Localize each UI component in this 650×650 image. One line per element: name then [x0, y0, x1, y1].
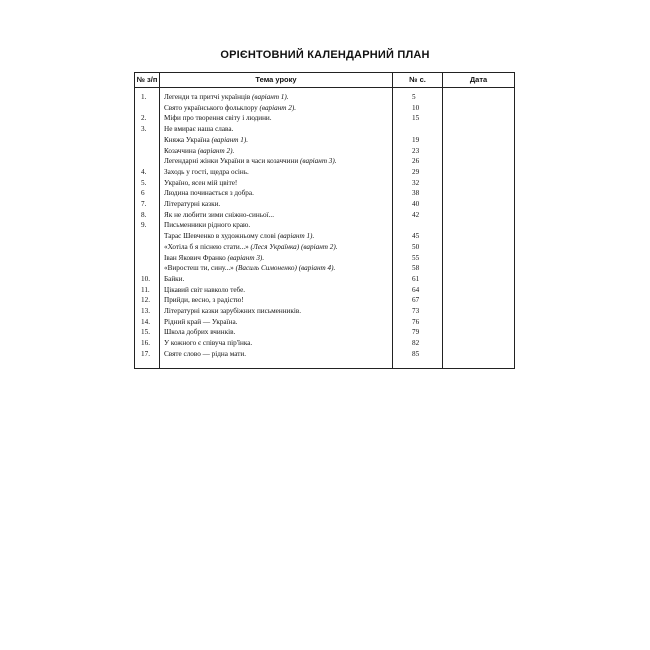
lesson-number-cell: 15. [135, 327, 160, 338]
lesson-topic-cell [160, 124, 393, 135]
date-cell [443, 295, 515, 306]
lesson-topic-cell [160, 88, 393, 103]
lesson-topic-text: Літературні казки. [164, 200, 221, 209]
lesson-number-cell: 9. [135, 220, 160, 231]
lesson-topic-cell [160, 156, 393, 167]
date-cell [443, 253, 515, 264]
lesson-topic-cell [160, 231, 393, 242]
date-cell [443, 124, 515, 135]
date-cell [443, 263, 515, 274]
lesson-topic-text: Іван Якович Франко [164, 253, 226, 262]
table-row [135, 242, 515, 253]
lesson-topic-cell [160, 295, 393, 306]
lesson-number-cell: 3. [135, 124, 160, 135]
lesson-topic-cell [160, 317, 393, 328]
table-row [135, 103, 515, 114]
lesson-topic-cell [160, 199, 393, 210]
column-header-topic: Тема уроку [160, 73, 393, 88]
table-row [135, 156, 515, 167]
table-row [135, 295, 515, 306]
lesson-topic-cell [160, 135, 393, 146]
lesson-topic-cell [160, 188, 393, 199]
date-cell [443, 188, 515, 199]
page-number-cell: 10 [393, 103, 443, 114]
lesson-topic-text: Школа добрих вчинків. [164, 328, 236, 337]
lesson-topic-cell [160, 146, 393, 157]
lesson-topic-cell [160, 242, 393, 253]
page-number-cell: 40 [393, 199, 443, 210]
lesson-topic-text: Людина починається з добра. [164, 189, 254, 198]
lesson-variant-note: (варіант 1). [275, 232, 315, 241]
lesson-topic-text: Літературні казки зарубіжних письменників. [164, 307, 302, 316]
page-number-cell: 58 [393, 263, 443, 274]
date-cell [443, 210, 515, 221]
page-number-cell: 50 [393, 242, 443, 253]
lesson-number-cell [135, 103, 160, 114]
page-number-cell: 67 [393, 295, 443, 306]
lesson-variant-note: (варіант 1). [209, 135, 249, 144]
table-row [135, 88, 515, 103]
date-cell [443, 317, 515, 328]
page-number-cell: 19 [393, 135, 443, 146]
lesson-topic-text: Легенди та притчі українців [164, 93, 251, 101]
lesson-topic-text: Тарас Шевченко в художньому слові [164, 232, 276, 241]
lesson-topic-cell [160, 178, 393, 189]
date-cell [443, 178, 515, 189]
page-number-cell: 5 [393, 88, 443, 103]
lesson-topic-text: Легендарні жінки України в часи козаччини [164, 157, 299, 166]
lesson-topic-cell [160, 274, 393, 285]
page-number-cell: 32 [393, 178, 443, 189]
lesson-topic-cell [160, 338, 393, 349]
lesson-number-cell [135, 156, 160, 167]
date-cell [443, 274, 515, 285]
page-number-cell: 29 [393, 167, 443, 178]
date-cell [443, 88, 515, 103]
lesson-topic-text: Рідний край — Україна. [164, 317, 238, 326]
column-header-number: № з/п [135, 73, 160, 88]
date-cell [443, 220, 515, 231]
lesson-number-cell: 4. [135, 167, 160, 178]
lesson-topic-cell [160, 263, 393, 274]
table-row [135, 285, 515, 296]
table-row [135, 306, 515, 317]
table-row [135, 327, 515, 338]
column-header-page: № с. [393, 73, 443, 88]
table-row [135, 188, 515, 199]
table-header-row [135, 73, 515, 88]
lesson-topic-text: Байки. [164, 274, 185, 283]
lesson-topic-cell [160, 167, 393, 178]
column-header-date: Дата [443, 73, 515, 88]
page-number-cell: 23 [393, 146, 443, 157]
lesson-number-cell [135, 263, 160, 274]
page-number-cell: 85 [393, 349, 443, 368]
table-row [135, 210, 515, 221]
lesson-variant-note: (варіант 1). [250, 93, 289, 101]
calendar-plan-table [134, 72, 515, 369]
table-row [135, 231, 515, 242]
lesson-topic-text: «Хотіла б я піснею стати...» [164, 242, 249, 251]
lesson-number-cell: 16. [135, 338, 160, 349]
lesson-number-cell [135, 146, 160, 157]
page-number-cell: 64 [393, 285, 443, 296]
page-number-cell [393, 220, 443, 231]
table-row [135, 178, 515, 189]
lesson-number-cell: 10. [135, 274, 160, 285]
date-cell [443, 103, 515, 114]
lesson-variant-note: (Василь Симоненко) (варіант 4). [233, 264, 336, 273]
lesson-topic-text: Козаччина [164, 146, 196, 155]
table-row [135, 146, 515, 157]
table-row [135, 253, 515, 264]
lesson-topic-text: Україно, ясен мій цвіте! [164, 178, 238, 187]
page-number-cell: 82 [393, 338, 443, 349]
lesson-topic-text: Княжа Україна [164, 135, 210, 144]
lesson-number-cell: 2. [135, 113, 160, 124]
lesson-topic-text: Святе слово — рідна мати. [164, 349, 246, 358]
lesson-topic-cell [160, 210, 393, 221]
lesson-topic-cell [160, 349, 393, 368]
lesson-number-cell: 6 [135, 188, 160, 199]
page-number-cell: 73 [393, 306, 443, 317]
lesson-topic-text: Не вмирає наша слава. [164, 125, 234, 134]
lesson-topic-cell [160, 327, 393, 338]
table-row [135, 199, 515, 210]
table-body [135, 88, 515, 369]
table-row [135, 135, 515, 146]
lesson-topic-text: Заходь у гості, щедра осінь. [164, 167, 249, 176]
date-cell [443, 327, 515, 338]
page-number-cell: 76 [393, 317, 443, 328]
lesson-topic-cell [160, 253, 393, 264]
date-cell [443, 285, 515, 296]
date-cell [443, 113, 515, 124]
date-cell [443, 242, 515, 253]
date-cell [443, 231, 515, 242]
lesson-topic-text: Письменники рідного краю. [164, 221, 251, 230]
date-cell [443, 167, 515, 178]
table-row [135, 167, 515, 178]
lesson-topic-cell [160, 306, 393, 317]
page-number-cell [393, 124, 443, 135]
lesson-number-cell: 5. [135, 178, 160, 189]
page-number-cell: 42 [393, 210, 443, 221]
table-row [135, 317, 515, 328]
page-number-cell: 15 [393, 113, 443, 124]
table-row [135, 338, 515, 349]
date-cell [443, 146, 515, 157]
date-cell [443, 199, 515, 210]
lesson-variant-note: (варіант 3). [225, 253, 265, 262]
date-cell [443, 135, 515, 146]
lesson-topic-text: Міфи про творення світу і людини. [164, 114, 272, 123]
lesson-number-cell: 14. [135, 317, 160, 328]
lesson-variant-note: (варіант 3). [298, 157, 337, 166]
lesson-topic-cell [160, 103, 393, 114]
table-row [135, 220, 515, 231]
lesson-topic-cell [160, 113, 393, 124]
lesson-number-cell [135, 135, 160, 146]
page-number-cell: 45 [393, 231, 443, 242]
table-row [135, 274, 515, 285]
page-number-cell: 79 [393, 327, 443, 338]
lesson-topic-text: Прийди, весно, з радістю! [164, 296, 244, 305]
lesson-topic-text: Свято українського фольклору [164, 103, 258, 112]
lesson-number-cell: 13. [135, 306, 160, 317]
lesson-number-cell: 7. [135, 199, 160, 210]
lesson-topic-text: У кожного є співуча пір'їнка. [164, 339, 253, 348]
page-number-cell: 38 [393, 188, 443, 199]
lesson-number-cell [135, 231, 160, 242]
lesson-topic-text: Як не любити зими сніжно-синьої... [164, 210, 275, 219]
lesson-topic-cell [160, 285, 393, 296]
table-row [135, 124, 515, 135]
lesson-topic-text: «Виростеш ти, сину...» [164, 264, 234, 273]
page-number-cell: 61 [393, 274, 443, 285]
page-number-cell: 55 [393, 253, 443, 264]
lesson-variant-note: (варіант 2). [257, 103, 297, 112]
table-row [135, 263, 515, 274]
lesson-number-cell: 11. [135, 285, 160, 296]
table-row [135, 349, 515, 368]
date-cell [443, 306, 515, 317]
lesson-number-cell: 12. [135, 295, 160, 306]
page-number-cell: 26 [393, 156, 443, 167]
lesson-number-cell: 1. [135, 88, 160, 103]
lesson-variant-note: (варіант 2). [195, 146, 235, 155]
lesson-topic-cell [160, 220, 393, 231]
lesson-number-cell: 8. [135, 210, 160, 221]
lesson-number-cell [135, 242, 160, 253]
lesson-topic-text: Цікавий світ навколо тебе. [164, 285, 246, 294]
lesson-number-cell: 17. [135, 349, 160, 368]
date-cell [443, 349, 515, 368]
date-cell [443, 338, 515, 349]
lesson-variant-note: (Леся Українка) (варіант 2). [248, 242, 338, 251]
date-cell [443, 156, 515, 167]
page-title: ОРІЄНТОВНИЙ КАЛЕНДАРНИЙ ПЛАН [220, 49, 430, 61]
table-row [135, 113, 515, 124]
lesson-number-cell [135, 253, 160, 264]
